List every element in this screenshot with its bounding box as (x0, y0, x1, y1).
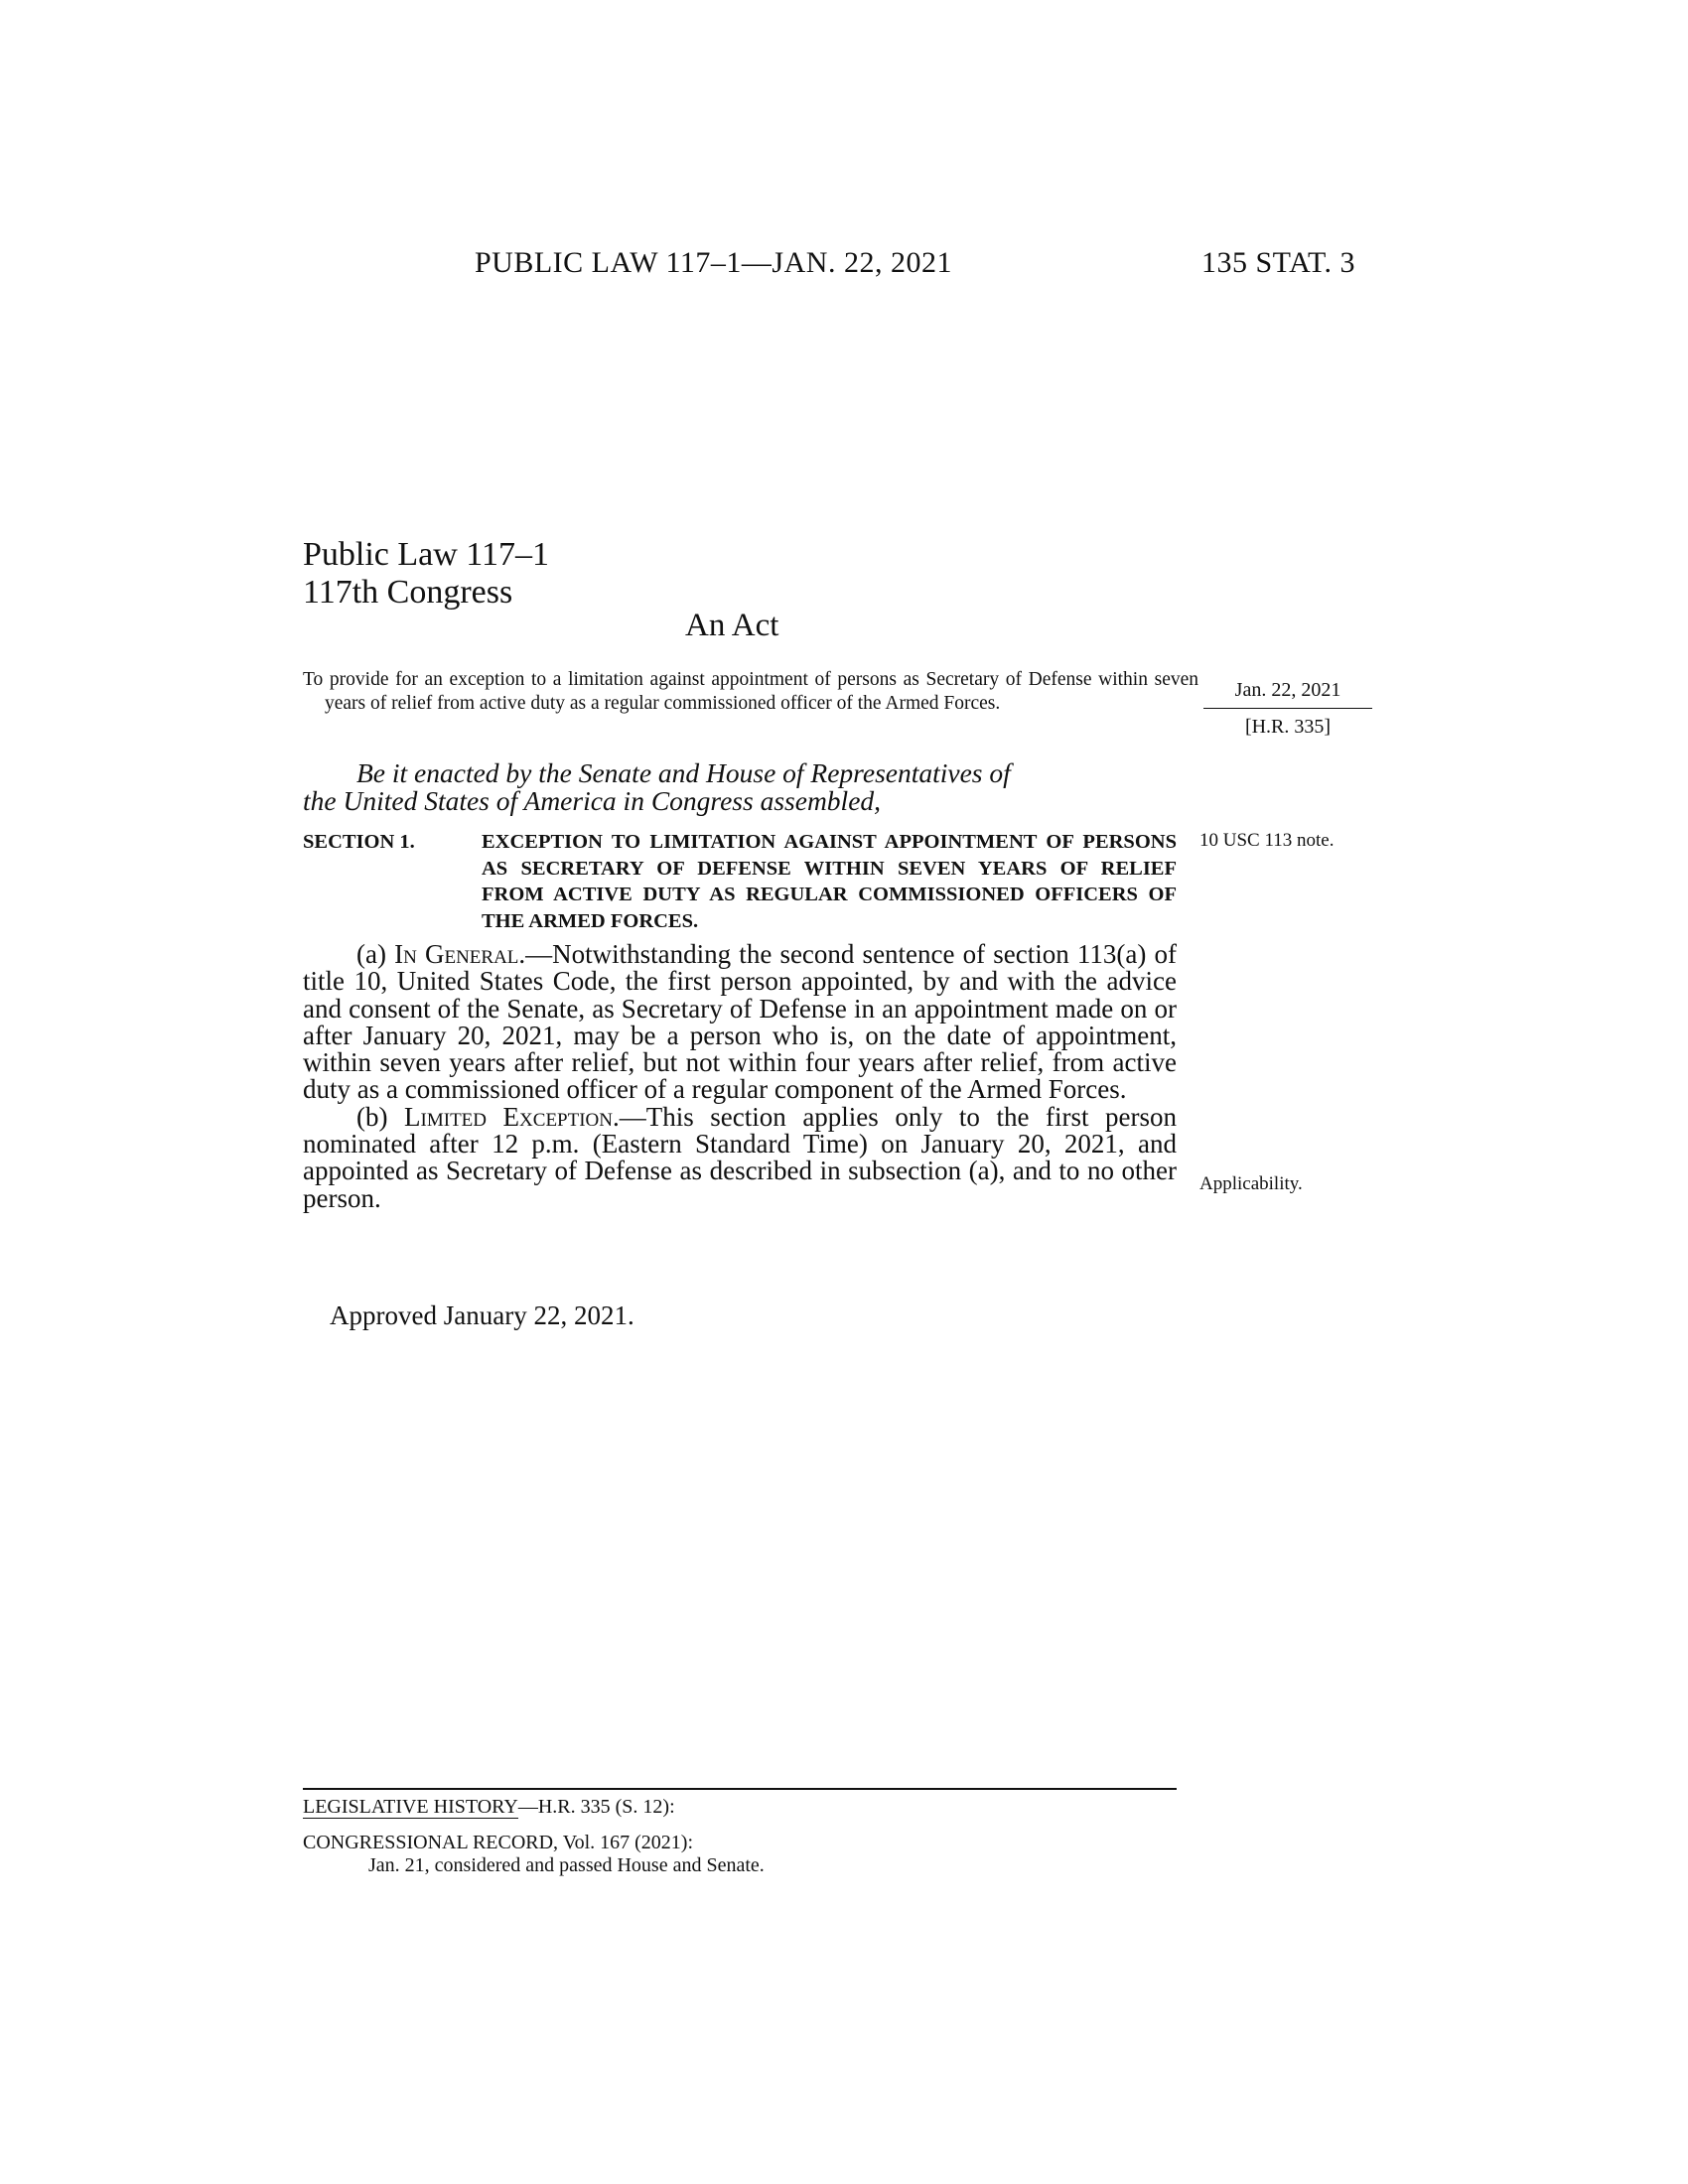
enactment-date: Jan. 22, 2021 (1203, 678, 1372, 709)
approval-date: Approved January 22, 2021. (330, 1300, 634, 1330)
purpose-statement: To provide for an exception to a limitation against appointment of persons as Secretary of Defense within seven years of relief from active duty as a regular commissioned officer of the Armed Forces. (303, 669, 1198, 714)
enacting-clause (303, 759, 1177, 815)
act-title: An Act (685, 608, 779, 643)
bill-number: [H.R. 335] (1244, 716, 1332, 738)
margin-applicability-note: Applicability. (1199, 1173, 1303, 1194)
margin-usc-note: 10 USC 113 note. (1199, 830, 1335, 851)
congressional-record-entry: Jan. 21, considered and passed House and Senate. (368, 1854, 765, 1876)
section-title: EXCEPTION TO LIMITATION AGAINST APPOINTMENT OF PERSONS AS SECRETARY OF DEFENSE WITHIN SEVEN YEARS OF RELIEF FROM ACTIVE DUTY AS REGULAR COMMISSIONED OFFICERS OF THE ARMED FORCES. (482, 831, 1177, 932)
public-law-title-block (303, 536, 549, 612)
congress-number: 117th Congress (303, 574, 513, 611)
congressional-record (303, 1832, 765, 1877)
enacting-clause-line-2: the United States of America in Congress assembled, (303, 785, 882, 816)
footnote-divider (303, 1788, 1177, 1790)
legislative-history-bill: —H.R. 335 (S. 12): (517, 1796, 675, 1818)
margin-date-note (1203, 678, 1372, 739)
stat-page-number: 135 STAT. 3 (1201, 246, 1356, 279)
subsection-a-heading: In General (394, 939, 519, 969)
legislative-history (303, 1795, 675, 1819)
enacting-clause-line-1: Be it enacted by the Senate and House of Representatives of (356, 757, 1011, 788)
subsection-a-text: Notwithstanding the second sentence of section 113(a) of title 10, United States Code, the first person appointed, by and with the advice and consent of the Senate, as Secretary of Defense in an appointment made on or after January 20, 2021, may be a person who is, on the date of appointment, within seven years after relief, but not within four years after relief, from active duty as a commissioned officer of a regular component of the Armed Forces. (303, 939, 1178, 1105)
congressional-record-title: CONGRESSIONAL RECORD, Vol. 167 (2021): (303, 1832, 693, 1853)
legislative-history-heading: LEGISLATIVE HISTORY (303, 1796, 518, 1818)
subsection-a: (a) In General.—Notwithstanding the second sentence of section 113(a) of title 10, United States Code, the first person appointed, by and with the advice and consent of the Senate, as Secretary of Defense in an appointment made on or after January 20, 2021, may be a person who is, on the date of appointment, within seven years after relief, but not within four years after relief, from active duty as a commissioned officer of a regular component of the Armed Forces. (303, 939, 1178, 1105)
subsection-b: (b) Limited Exception.—This section applies only to the first person nominated after 12 p.m. (Eastern Standard Time) on January 20, 2021, and appointed as Secretary of Defense as described in subsection (a), and to no other person. (303, 1101, 1177, 1213)
subsection-b-text: This section applies only to the first person nominated after 12 p.m. (Eastern Standard Time) on January 20, 2021, and appointed as Secretary of Defense as described in subsection (a), and to no other person. (303, 1101, 1177, 1213)
section-body (303, 941, 1177, 1212)
subsection-b-designator: (b) (356, 1101, 388, 1132)
subsection-b-heading: Limited Exception (404, 1101, 613, 1132)
section-heading (303, 829, 1177, 934)
running-head: PUBLIC LAW 117–1—JAN. 22, 2021 (475, 246, 952, 279)
public-law-number: Public Law 117–1 (303, 536, 550, 573)
section-number: SECTION 1. (303, 831, 415, 853)
subsection-a-designator: (a) (356, 939, 386, 969)
